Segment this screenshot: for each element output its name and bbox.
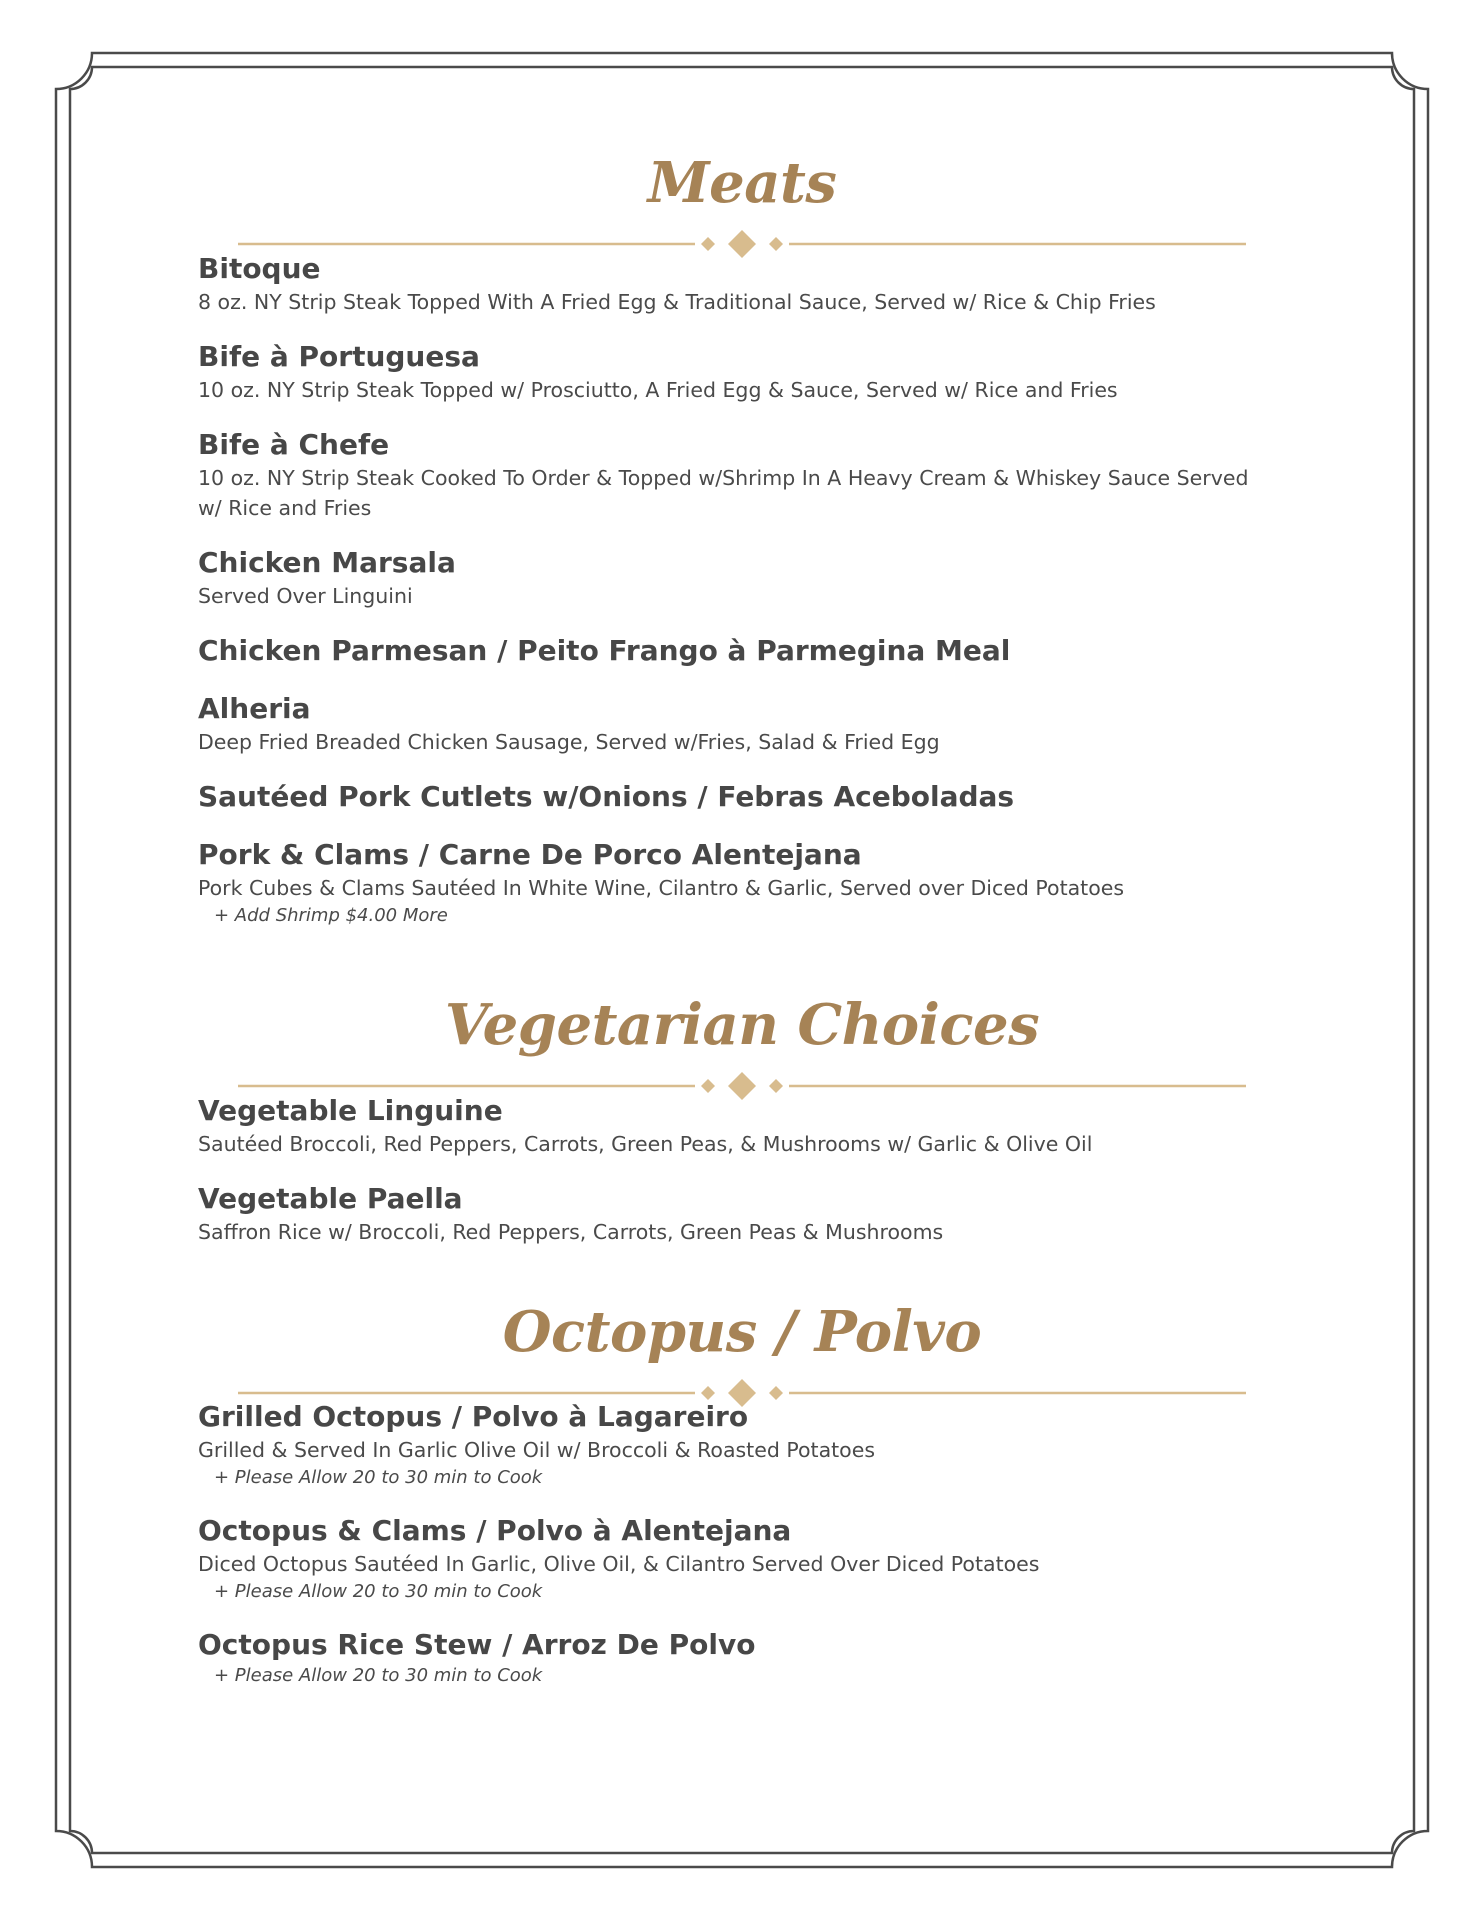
item-description: 10 oz. NY Strip Steak Topped w/ Prosciutto, A Fried Egg & Sauce, Served w/ Rice and Fries — [198, 378, 1118, 402]
item-description: Diced Octopus Sautéed In Garlic, Olive Oil, & Cilantro Served Over Diced Potatoes — [198, 1552, 1040, 1576]
menu-item — [198, 837, 1278, 929]
menu-item — [198, 339, 1278, 405]
item-note: + Please Allow 20 to 30 min to Cook — [214, 1467, 543, 1488]
item-name: Bife à Portuguesa — [198, 340, 480, 373]
item-note: + Add Shrimp $4.00 More — [214, 905, 448, 926]
menu-item — [198, 427, 1278, 523]
meats-item-list — [198, 251, 1278, 929]
item-name: Octopus & Clams / Polvo à Alentejana — [198, 1514, 792, 1547]
menu-item — [198, 1513, 1278, 1605]
menu-item — [198, 251, 1278, 317]
menu-item — [198, 1399, 1278, 1491]
vegetarian-item-list — [198, 1093, 1278, 1247]
item-name: Grilled Octopus / Polvo à Lagareiro — [198, 1400, 749, 1433]
item-description: 10 oz. NY Strip Steak Cooked To Order & Topped w/Shrimp In A Heavy Cream & Whiskey Sauce Served w/ Rice and Fries — [198, 466, 1249, 520]
item-description: Served Over Linguini — [198, 584, 413, 608]
menu-item — [198, 779, 1278, 815]
menu-item — [198, 691, 1278, 757]
item-description: Pork Cubes & Clams Sautéed In White Wine, Cilantro & Garlic, Served over Diced Potatoes — [198, 876, 1125, 900]
item-name: Vegetable Linguine — [198, 1094, 503, 1127]
item-description: Saffron Rice w/ Broccoli, Red Peppers, Carrots, Green Peas & Mushrooms — [198, 1220, 944, 1244]
item-name: Sautéed Pork Cutlets w/Onions / Febras Aceboladas — [198, 780, 1015, 813]
menu-item — [198, 545, 1278, 611]
item-name: Bitoque — [198, 252, 321, 285]
item-description: Sautéed Broccoli, Red Peppers, Carrots, Green Peas, & Mushrooms w/ Garlic & Olive Oil — [198, 1132, 1093, 1156]
item-description: Grilled & Served In Garlic Olive Oil w/ Broccoli & Roasted Potatoes — [198, 1438, 876, 1462]
section-title-octopus: Octopus / Polvo — [502, 1299, 982, 1365]
item-name: Pork & Clams / Carne De Porco Alentejana — [198, 838, 862, 871]
item-description: Deep Fried Breaded Chicken Sausage, Served w/Fries, Salad & Fried Egg — [198, 730, 940, 754]
item-description: 8 oz. NY Strip Steak Topped With A Fried Egg & Traditional Sauce, Served w/ Rice & Chip Fries — [198, 290, 1156, 314]
menu-item — [198, 1093, 1278, 1159]
item-name: Alheria — [198, 692, 311, 725]
menu-item — [198, 1181, 1278, 1247]
section-title-meats: Meats — [647, 150, 837, 216]
octopus-item-list — [198, 1399, 1278, 1689]
section-title-vegetarian: Vegetarian Choices — [444, 992, 1040, 1058]
item-name: Chicken Parmesan / Peito Frango à Parmegina Meal — [198, 634, 1011, 667]
item-name: Bife à Chefe — [198, 428, 390, 461]
menu-item — [198, 1627, 1278, 1689]
item-note: + Please Allow 20 to 30 min to Cook — [214, 1665, 543, 1686]
item-name: Octopus Rice Stew / Arroz De Polvo — [198, 1628, 756, 1661]
item-name: Chicken Marsala — [198, 546, 456, 579]
item-name: Vegetable Paella — [198, 1182, 463, 1215]
item-note: + Please Allow 20 to 30 min to Cook — [214, 1581, 543, 1602]
menu-item — [198, 633, 1278, 669]
